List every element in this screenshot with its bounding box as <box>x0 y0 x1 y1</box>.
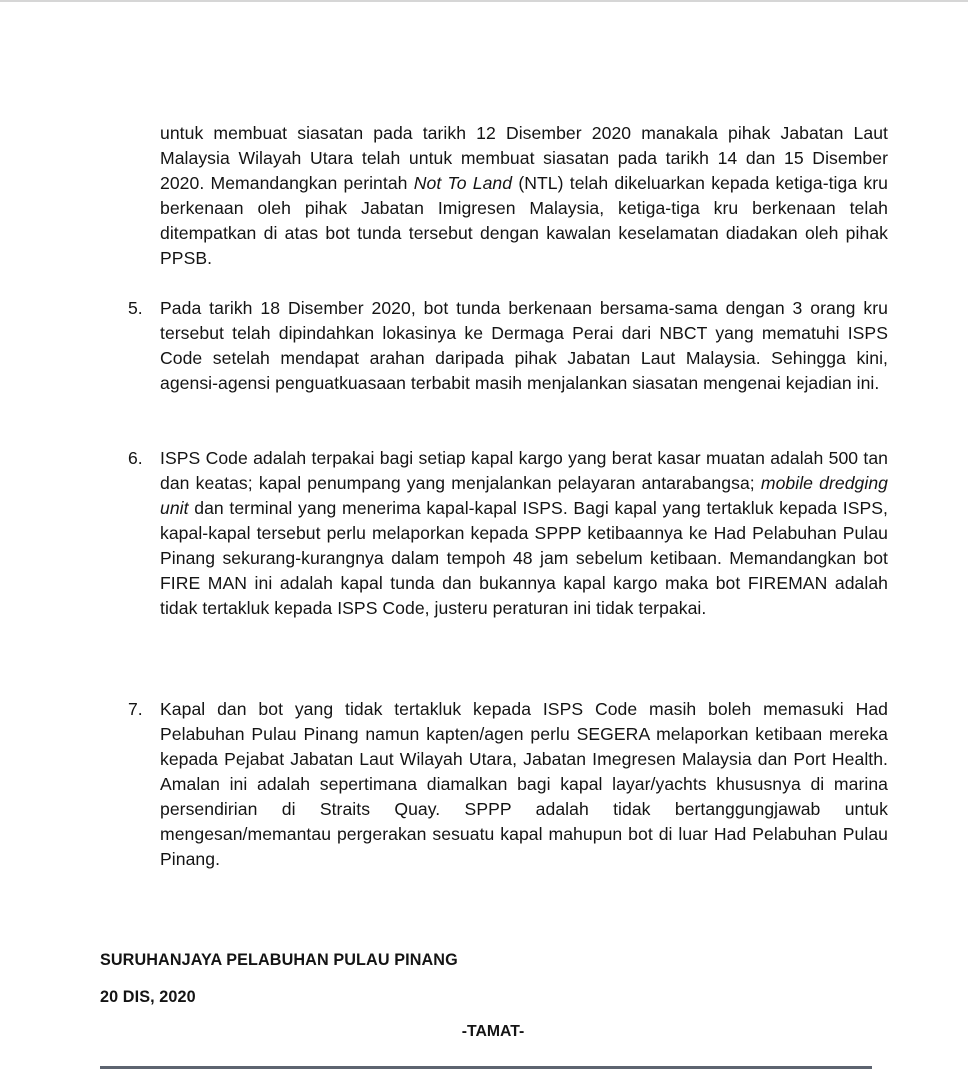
continuation-text-1: untuk membuat siasatan pada tarikh 12 Disember 2020 manakala pihak Jabatan Laut Malaysia Wilayah Utara telah untuk membuat siasatan pada tarikh 14 dan 15 Disember 2020. Memandangkan perintah <box>160 123 888 193</box>
end-marker: -TAMAT- <box>461 1023 525 1040</box>
continuation-text-2: (NTL) telah dikeluarkan kepada ketiga-tiga kru berkenaan oleh pihak Jabatan Imigresen Malaysia, ketiga-tiga kru berkenaan telah ditempatkan di atas bot tunda tersebut dengan kawalan keselamatan diadakan oleh pihak PPSB. <box>160 173 888 268</box>
paragraph-text-1: ISPS Code adalah terpakai bagi setiap kapal kargo yang berat kasar muatan adalah 500 tan dan keatas; kapal penumpang yang menjalankan pelayaran antarabangsa; <box>160 448 888 493</box>
paragraph-text-2: dan terminal yang menerima kapal-kapal ISPS. Bagi kapal yang tertakluk kepada ISPS, kapal-kapal tersebut perlu melaporkan kepada SPPP ketibaannya ke Had Pelabuhan Pulau Pinang sekurang-kurangnya dalam tempoh 48 jam sebelum ketibaan. Memandangkan bot FIRE MAN ini adalah kapal tunda dan bukannya kapal kargo maka bot FIREMAN adalah tidak tertakluk kepada ISPS Code, justeru peraturan ini tidak terpakai. <box>160 498 888 618</box>
continuation-italic-term: Not To Land <box>413 173 513 193</box>
signature-date: 20 DIS, 2020 <box>100 988 196 1006</box>
paragraph-number: 6. <box>128 448 143 468</box>
paragraph-text: Kapal dan bot yang tidak tertakluk kepada ISPS Code masih boleh memasuki Had Pelabuhan Pulau Pinang namun kapten/agen perlu SEGERA melaporkan ketibaan mereka kepada Pejabat Jabatan Laut Wilayah Utara, Jabatan Imegresen Malaysia dan Port Health. Amalan ini adalah sepertimana diamalkan bagi kapal layar/yachts khususnya di marina persendirian di Straits Quay. SPPP adalah tidak bertanggungjawab untuk mengesan/memantau pergerakan sesuatu kapal mahupun bot di luar Had Pelabuhan Pulau Pinang. <box>160 699 888 869</box>
continuation-paragraph <box>160 121 888 271</box>
paragraph-6 <box>128 446 888 621</box>
paragraph-7 <box>128 697 888 872</box>
paragraph-5 <box>128 296 888 396</box>
paragraph-text <box>160 446 888 621</box>
signature-organization: SURUHANJAYA PELABUHAN PULAU PINANG <box>100 951 458 969</box>
paragraph-number: 5. <box>128 298 143 318</box>
paragraph-text: Pada tarikh 18 Disember 2020, bot tunda berkenaan bersama-sama dengan 3 orang kru tersebut telah dipindahkan lokasinya ke Dermaga Perai dari NBCT yang mematuhi ISPS Code setelah mendapat arahan daripada pihak Jabatan Laut Malaysia. Sehingga kini, agensi-agensi penguatkuasaan terbabit masih menjalankan siasatan mengenai kejadian ini. <box>160 298 888 393</box>
paragraph-italic-term: mobile dredging unit <box>160 473 888 518</box>
bottom-divider <box>100 1066 872 1069</box>
paragraph-number: 7. <box>128 699 143 719</box>
